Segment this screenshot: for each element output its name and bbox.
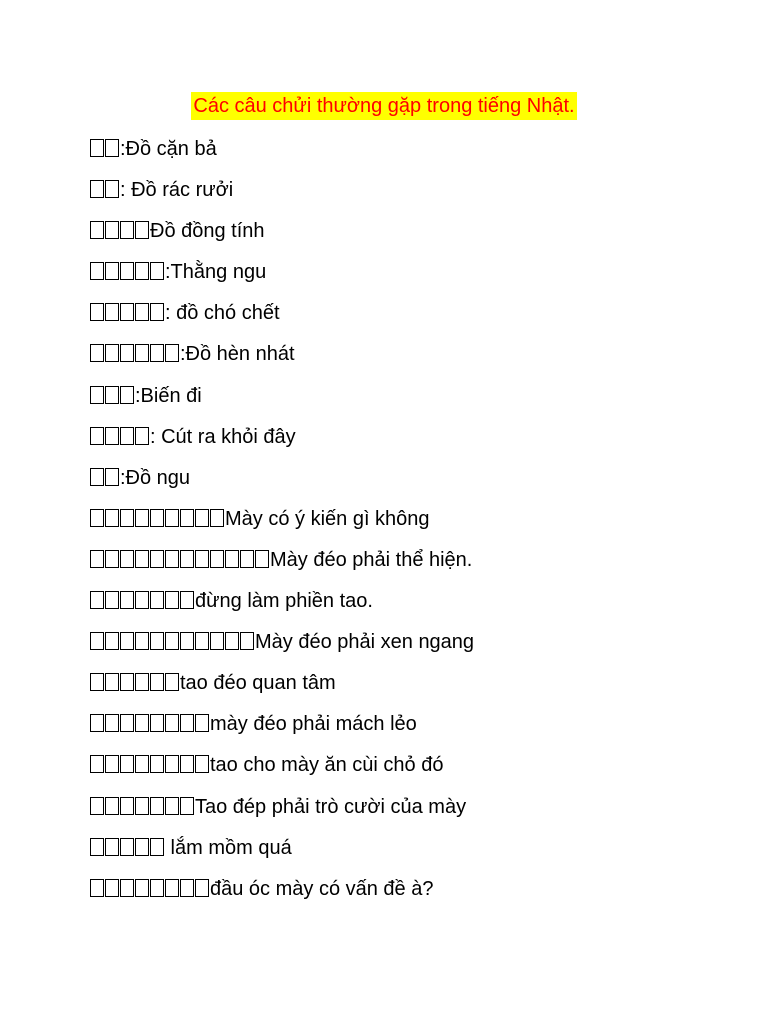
missing-glyph-icon — [150, 797, 164, 815]
missing-glyph-icon — [105, 386, 119, 404]
missing-glyph-icon — [90, 879, 104, 897]
missing-glyph-icon — [180, 714, 194, 732]
missing-glyph-icon — [150, 714, 164, 732]
missing-glyph-icon — [210, 550, 224, 568]
missing-glyph-icon — [105, 879, 119, 897]
missing-glyph-icon — [135, 221, 149, 239]
japanese-text-glyphs — [90, 749, 210, 781]
japanese-text-glyphs — [90, 462, 120, 494]
missing-glyph-icon — [225, 632, 239, 650]
vietnamese-translation: : Đồ rác rưởi — [120, 179, 234, 202]
missing-glyph-icon — [180, 509, 194, 527]
missing-glyph-icon — [150, 755, 164, 773]
missing-glyph-icon — [120, 591, 134, 609]
missing-glyph-icon — [180, 591, 194, 609]
japanese-text-glyphs — [90, 215, 150, 247]
vietnamese-translation: Đồ đồng tính — [150, 220, 265, 243]
document-title: Các câu chửi thường gặp trong tiếng Nhật. — [191, 92, 576, 120]
missing-glyph-icon — [105, 344, 119, 362]
missing-glyph-icon — [150, 344, 164, 362]
vietnamese-translation: đầu óc mày có vấn đề à? — [210, 877, 434, 900]
vietnamese-translation: Mày đéo phải xen ngang — [255, 631, 475, 654]
missing-glyph-icon — [195, 714, 209, 732]
missing-glyph-icon — [105, 221, 119, 239]
missing-glyph-icon — [105, 139, 119, 157]
japanese-text-glyphs — [90, 338, 180, 370]
missing-glyph-icon — [90, 714, 104, 732]
vietnamese-translation: :Đồ ngu — [120, 466, 191, 489]
phrase-line — [90, 791, 750, 832]
missing-glyph-icon — [135, 303, 149, 321]
missing-glyph-icon — [165, 714, 179, 732]
missing-glyph-icon — [135, 673, 149, 691]
missing-glyph-icon — [105, 591, 119, 609]
japanese-text-glyphs — [90, 832, 165, 864]
missing-glyph-icon — [90, 262, 104, 280]
missing-glyph-icon — [105, 714, 119, 732]
japanese-text-glyphs — [90, 297, 165, 329]
vietnamese-translation: tao đéo quan tâm — [180, 672, 336, 695]
missing-glyph-icon — [240, 550, 254, 568]
missing-glyph-icon — [105, 632, 119, 650]
missing-glyph-icon — [135, 427, 149, 445]
missing-glyph-icon — [240, 632, 254, 650]
phrase-list — [90, 133, 750, 914]
missing-glyph-icon — [135, 632, 149, 650]
missing-glyph-icon — [165, 632, 179, 650]
missing-glyph-icon — [90, 386, 104, 404]
missing-glyph-icon — [210, 632, 224, 650]
vietnamese-translation: đừng làm phiền tao. — [195, 590, 373, 613]
missing-glyph-icon — [195, 509, 209, 527]
missing-glyph-icon — [90, 139, 104, 157]
phrase-line — [90, 462, 750, 503]
missing-glyph-icon — [195, 632, 209, 650]
missing-glyph-icon — [135, 879, 149, 897]
missing-glyph-icon — [90, 838, 104, 856]
missing-glyph-icon — [90, 755, 104, 773]
missing-glyph-icon — [120, 303, 134, 321]
missing-glyph-icon — [165, 591, 179, 609]
missing-glyph-icon — [105, 509, 119, 527]
missing-glyph-icon — [105, 262, 119, 280]
missing-glyph-icon — [120, 509, 134, 527]
vietnamese-translation: : Cút ra khỏi đây — [150, 425, 296, 448]
missing-glyph-icon — [165, 344, 179, 362]
missing-glyph-icon — [90, 550, 104, 568]
missing-glyph-icon — [120, 879, 134, 897]
missing-glyph-icon — [120, 755, 134, 773]
vietnamese-translation: Mày đéo phải thể hiện. — [270, 548, 473, 571]
missing-glyph-icon — [105, 755, 119, 773]
vietnamese-translation: : đồ chó chết — [165, 302, 280, 325]
missing-glyph-icon — [180, 755, 194, 773]
missing-glyph-icon — [165, 550, 179, 568]
phrase-line — [90, 503, 750, 544]
title-container — [0, 92, 768, 120]
missing-glyph-icon — [195, 550, 209, 568]
missing-glyph-icon — [165, 797, 179, 815]
missing-glyph-icon — [150, 838, 164, 856]
vietnamese-translation: tao cho mày ăn cùi chỏ đó — [210, 754, 444, 777]
missing-glyph-icon — [165, 879, 179, 897]
japanese-text-glyphs — [90, 667, 180, 699]
missing-glyph-icon — [150, 262, 164, 280]
missing-glyph-icon — [135, 262, 149, 280]
missing-glyph-icon — [105, 180, 119, 198]
phrase-line — [90, 174, 750, 215]
missing-glyph-icon — [90, 673, 104, 691]
phrase-line — [90, 708, 750, 749]
missing-glyph-icon — [105, 673, 119, 691]
missing-glyph-icon — [180, 550, 194, 568]
phrase-line — [90, 585, 750, 626]
japanese-text-glyphs — [90, 585, 195, 617]
missing-glyph-icon — [165, 673, 179, 691]
vietnamese-translation: Tao đép phải trò cười của mày — [195, 795, 467, 818]
phrase-line — [90, 380, 750, 421]
missing-glyph-icon — [120, 427, 134, 445]
missing-glyph-icon — [135, 755, 149, 773]
missing-glyph-icon — [150, 509, 164, 527]
missing-glyph-icon — [165, 509, 179, 527]
missing-glyph-icon — [90, 509, 104, 527]
japanese-text-glyphs — [90, 708, 210, 740]
missing-glyph-icon — [120, 797, 134, 815]
missing-glyph-icon — [180, 879, 194, 897]
phrase-line — [90, 626, 750, 667]
missing-glyph-icon — [105, 550, 119, 568]
missing-glyph-icon — [90, 221, 104, 239]
vietnamese-translation: :Đồ hèn nhát — [180, 343, 295, 366]
missing-glyph-icon — [195, 755, 209, 773]
missing-glyph-icon — [150, 632, 164, 650]
missing-glyph-icon — [90, 632, 104, 650]
vietnamese-translation: lắm mồm quá — [165, 836, 292, 859]
missing-glyph-icon — [150, 673, 164, 691]
missing-glyph-icon — [255, 550, 269, 568]
japanese-text-glyphs — [90, 791, 195, 823]
phrase-line — [90, 215, 750, 256]
phrase-line — [90, 133, 750, 174]
missing-glyph-icon — [105, 838, 119, 856]
phrase-line — [90, 544, 750, 585]
phrase-line — [90, 338, 750, 379]
phrase-line — [90, 832, 750, 873]
phrase-line — [90, 749, 750, 790]
japanese-text-glyphs — [90, 380, 135, 412]
phrase-line — [90, 667, 750, 708]
japanese-text-glyphs — [90, 544, 270, 576]
missing-glyph-icon — [135, 797, 149, 815]
phrase-line — [90, 297, 750, 338]
missing-glyph-icon — [135, 838, 149, 856]
missing-glyph-icon — [120, 262, 134, 280]
missing-glyph-icon — [90, 468, 104, 486]
missing-glyph-icon — [150, 303, 164, 321]
missing-glyph-icon — [195, 879, 209, 897]
missing-glyph-icon — [120, 550, 134, 568]
missing-glyph-icon — [105, 303, 119, 321]
missing-glyph-icon — [90, 180, 104, 198]
missing-glyph-icon — [105, 797, 119, 815]
missing-glyph-icon — [135, 509, 149, 527]
missing-glyph-icon — [135, 714, 149, 732]
missing-glyph-icon — [105, 427, 119, 445]
vietnamese-translation: :Đồ cặn bả — [120, 138, 217, 160]
missing-glyph-icon — [135, 550, 149, 568]
missing-glyph-icon — [120, 673, 134, 691]
japanese-text-glyphs — [90, 421, 150, 453]
phrase-line — [90, 873, 750, 914]
japanese-text-glyphs — [90, 626, 255, 658]
missing-glyph-icon — [120, 344, 134, 362]
missing-glyph-icon — [135, 344, 149, 362]
japanese-text-glyphs — [90, 174, 120, 206]
phrase-line — [90, 256, 750, 297]
missing-glyph-icon — [120, 714, 134, 732]
missing-glyph-icon — [120, 386, 134, 404]
japanese-text-glyphs — [90, 256, 165, 288]
missing-glyph-icon — [90, 427, 104, 445]
vietnamese-translation: :Biến đi — [135, 384, 202, 407]
missing-glyph-icon — [165, 755, 179, 773]
missing-glyph-icon — [180, 797, 194, 815]
phrase-line — [90, 421, 750, 462]
missing-glyph-icon — [105, 468, 119, 486]
missing-glyph-icon — [150, 550, 164, 568]
vietnamese-translation: Mày có ý kiến gì không — [225, 507, 430, 530]
missing-glyph-icon — [120, 221, 134, 239]
vietnamese-translation: :Thằng ngu — [165, 261, 267, 284]
missing-glyph-icon — [210, 509, 224, 527]
missing-glyph-icon — [90, 797, 104, 815]
missing-glyph-icon — [90, 344, 104, 362]
missing-glyph-icon — [90, 591, 104, 609]
japanese-text-glyphs — [90, 503, 225, 535]
missing-glyph-icon — [120, 632, 134, 650]
missing-glyph-icon — [135, 591, 149, 609]
missing-glyph-icon — [90, 303, 104, 321]
vietnamese-translation: mày đéo phải mách lẻo — [210, 713, 417, 736]
japanese-text-glyphs — [90, 873, 210, 905]
missing-glyph-icon — [225, 550, 239, 568]
missing-glyph-icon — [150, 591, 164, 609]
missing-glyph-icon — [150, 879, 164, 897]
missing-glyph-icon — [180, 632, 194, 650]
missing-glyph-icon — [120, 838, 134, 856]
japanese-text-glyphs — [90, 133, 120, 165]
